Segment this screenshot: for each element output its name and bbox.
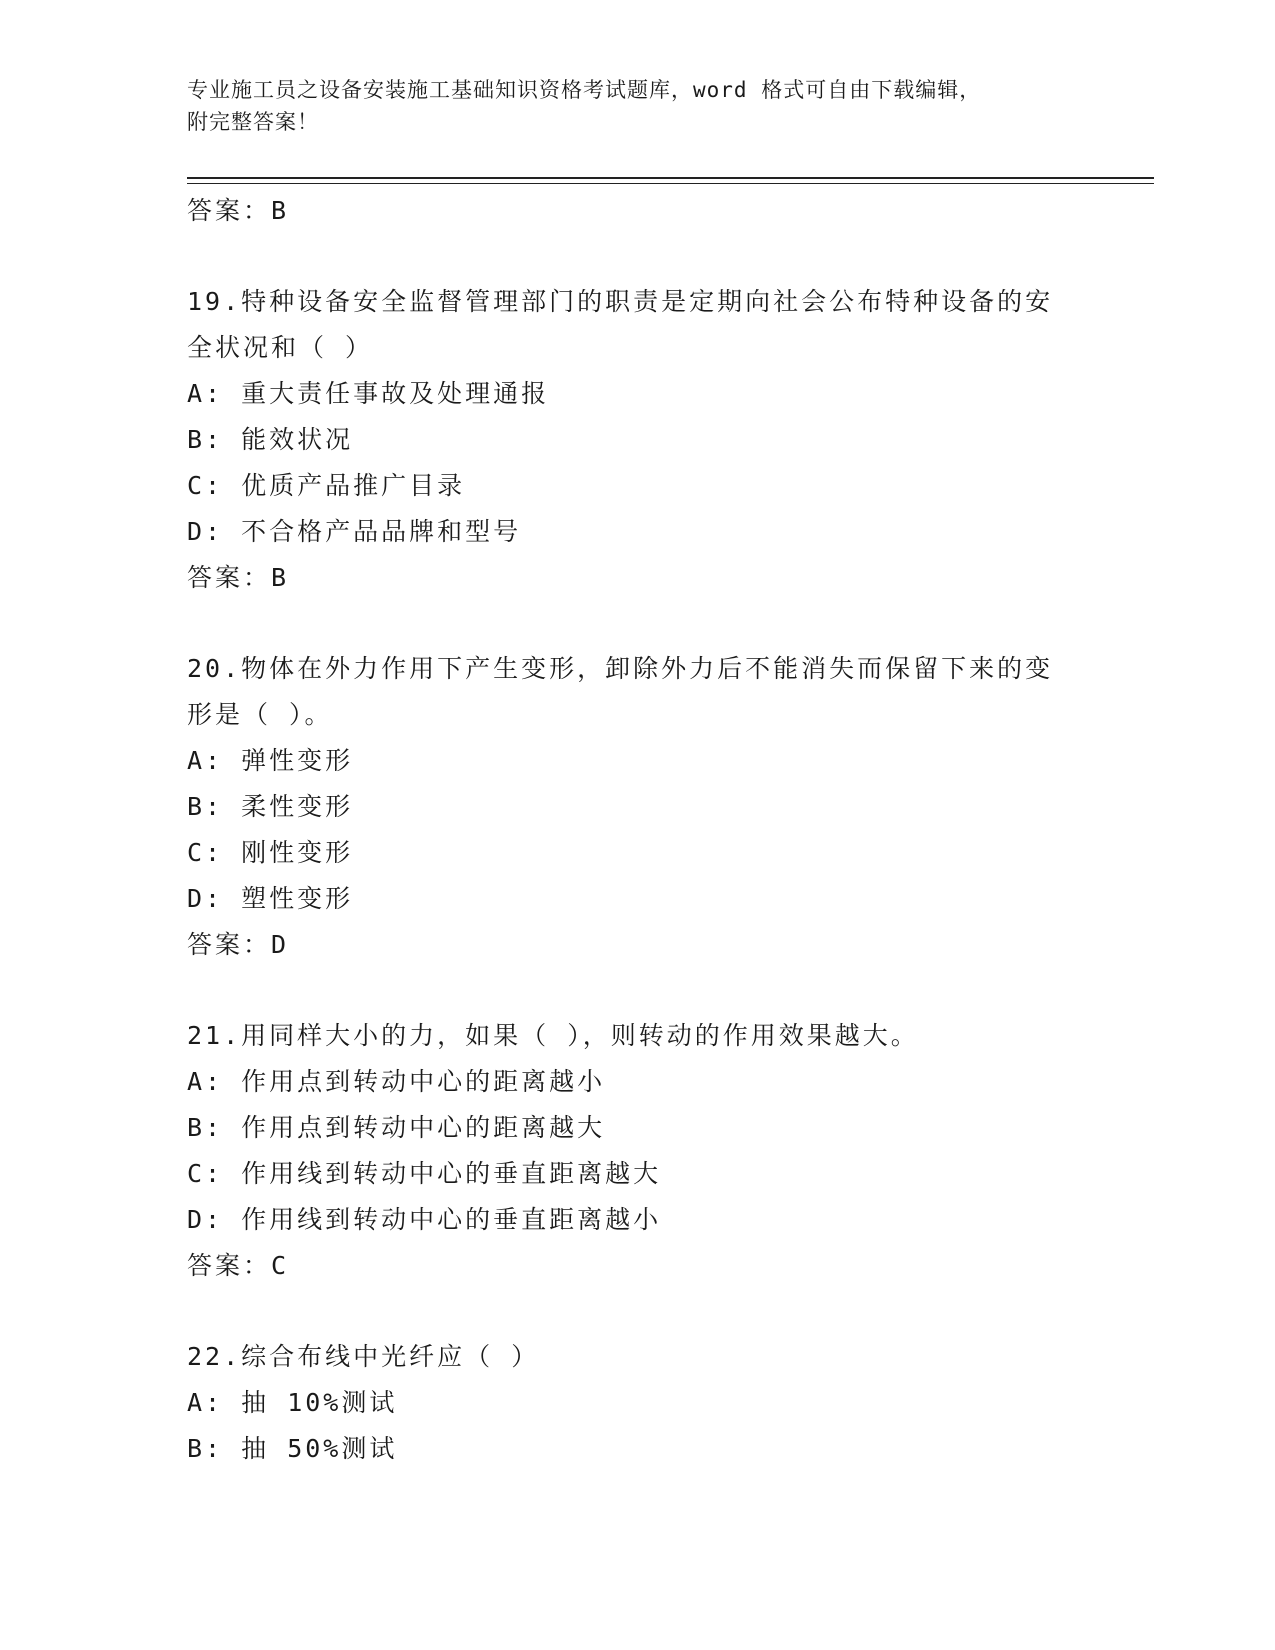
question-20-option-b: B: 柔性变形	[187, 792, 354, 821]
question-19-answer: 答案：B	[187, 563, 290, 592]
question-21	[187, 1013, 1087, 1289]
header-line-2: 附完整答案！	[187, 110, 319, 134]
question-19-option-b: B: 能效状况	[187, 425, 354, 454]
header-divider-thin	[187, 183, 1154, 184]
question-20-option-a: A: 弹性变形	[187, 746, 354, 775]
question-19	[187, 279, 1087, 601]
question-20-text-line-1: 20.物体在外力作用下产生变形，卸除外力后不能消失而保留下来的变	[187, 654, 1054, 683]
question-19-option-c: C: 优质产品推广目录	[187, 471, 466, 500]
question-20	[187, 646, 1087, 968]
question-21-answer: 答案：C	[187, 1251, 290, 1280]
question-22-option-b: B: 抽 50%测试	[187, 1434, 398, 1463]
question-22-option-a: A: 抽 10%测试	[187, 1388, 398, 1417]
header-divider-thick	[187, 177, 1154, 179]
question-22-text: 22.综合布线中光纤应（ ）	[187, 1342, 540, 1371]
question-19-option-d: D: 不合格产品品牌和型号	[187, 517, 522, 546]
question-21-option-c: C: 作用线到转动中心的垂直距离越大	[187, 1159, 662, 1188]
question-21-text: 21.用同样大小的力，如果（ ），则转动的作用效果越大。	[187, 1021, 919, 1050]
question-21-option-d: D: 作用线到转动中心的垂直距离越小	[187, 1205, 662, 1234]
question-19-option-a: A: 重大责任事故及处理通报	[187, 379, 550, 408]
document-header	[187, 74, 1087, 138]
question-21-option-a: A: 作用点到转动中心的距离越小	[187, 1067, 606, 1096]
question-20-answer: 答案：D	[187, 930, 290, 959]
question-19-text-line-2: 全状况和（ ）	[187, 333, 374, 362]
question-19-text-line-1: 19.特种设备安全监督管理部门的职责是定期向社会公布特种设备的安	[187, 287, 1054, 316]
question-21-option-b: B: 作用点到转动中心的距离越大	[187, 1113, 606, 1142]
header-line-1: 专业施工员之设备安装施工基础知识资格考试题库，word 格式可自由下载编辑，	[187, 78, 982, 102]
question-20-option-c: C: 刚性变形	[187, 838, 354, 867]
answer-previous: 答案：B	[187, 196, 290, 225]
question-22	[187, 1334, 1087, 1472]
question-20-option-d: D: 塑性变形	[187, 884, 354, 913]
question-20-text-line-2: 形是（ ）。	[187, 700, 333, 729]
question-list	[187, 188, 1087, 1472]
